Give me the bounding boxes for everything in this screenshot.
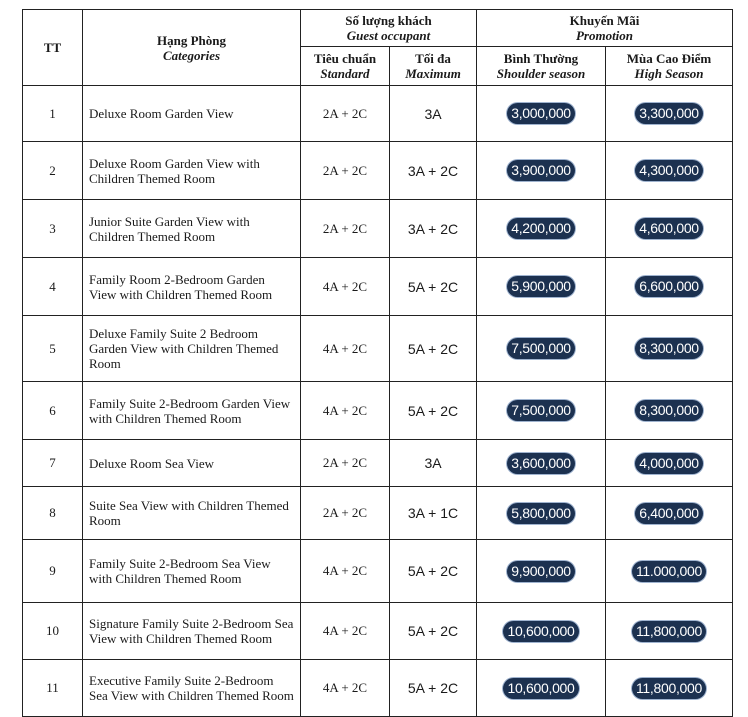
maximum-occupancy: 5A + 2C: [390, 382, 477, 440]
maximum-occupancy: 3A: [390, 440, 477, 487]
table-row: [23, 440, 733, 487]
table-row: [23, 258, 733, 316]
maximum-occupancy: 5A + 2C: [390, 258, 477, 316]
high-price: 8,300,000: [635, 400, 703, 421]
table-row: [23, 86, 733, 142]
header-high-vi: Mùa Cao Điểm: [626, 51, 712, 66]
standard-occupancy: 2A + 2C: [301, 200, 390, 258]
high-price-cell: [606, 440, 733, 487]
row-number: 10: [23, 603, 83, 660]
row-number: 8: [23, 487, 83, 540]
shoulder-price: 10,600,000: [503, 621, 578, 642]
room-category: Family Room 2-Bedroom Garden View with Children Themed Room: [83, 258, 301, 316]
header-max-en: Maximum: [405, 66, 461, 81]
standard-occupancy: 4A + 2C: [301, 660, 390, 717]
high-price: 11,800,000: [632, 678, 706, 699]
row-number: 4: [23, 258, 83, 316]
shoulder-price-cell: [477, 382, 606, 440]
row-number: 11: [23, 660, 83, 717]
high-price-cell: [606, 200, 733, 258]
shoulder-price-cell: [477, 86, 606, 142]
room-category: Deluxe Room Garden View with Children Themed Room: [83, 142, 301, 200]
high-price: 6,600,000: [635, 276, 703, 297]
shoulder-price: 7,500,000: [507, 400, 575, 421]
shoulder-price-cell: [477, 142, 606, 200]
shoulder-price: 5,900,000: [507, 276, 575, 297]
maximum-occupancy: 3A + 2C: [390, 142, 477, 200]
header-standard-en: Standard: [320, 66, 370, 81]
header-category-vi: Hạng Phòng: [157, 32, 226, 48]
maximum-occupancy: 5A + 2C: [390, 660, 477, 717]
maximum-occupancy: 5A + 2C: [390, 316, 477, 382]
header-promotion: [477, 10, 733, 47]
shoulder-price-cell: [477, 487, 606, 540]
table-row: [23, 540, 733, 603]
high-price-cell: [606, 487, 733, 540]
shoulder-price-cell: [477, 660, 606, 717]
price-table-container: [22, 9, 733, 717]
high-price-cell: [606, 660, 733, 717]
shoulder-price: 9,900,000: [507, 561, 575, 582]
room-category: Deluxe Room Garden View: [83, 86, 301, 142]
shoulder-price: 4,200,000: [507, 218, 575, 239]
high-price-cell: [606, 86, 733, 142]
header-high-en: High Season: [634, 66, 704, 81]
row-number: 3: [23, 200, 83, 258]
maximum-occupancy: 5A + 2C: [390, 603, 477, 660]
maximum-occupancy: 3A + 2C: [390, 200, 477, 258]
room-category: Executive Family Suite 2-Bedroom Sea View with Children Themed Room: [83, 660, 301, 717]
high-price: 11.000,000: [632, 561, 706, 582]
shoulder-price: 10,600,000: [503, 678, 578, 699]
shoulder-price-cell: [477, 258, 606, 316]
standard-occupancy: 4A + 2C: [301, 540, 390, 603]
room-category: Family Suite 2-Bedroom Garden View with Children Themed Room: [83, 382, 301, 440]
shoulder-price: 3,900,000: [507, 160, 575, 181]
room-category: Deluxe Room Sea View: [83, 440, 301, 487]
high-price: 11,800,000: [632, 621, 706, 642]
header-category-en: Categories: [162, 47, 221, 63]
high-price: 4,000,000: [635, 453, 703, 474]
header-guest-vi: Số lượng khách: [345, 13, 432, 28]
header-maximum: [390, 47, 477, 86]
standard-occupancy: 4A + 2C: [301, 258, 390, 316]
standard-occupancy: 2A + 2C: [301, 142, 390, 200]
high-price-cell: [606, 382, 733, 440]
header-tt: TT: [23, 10, 83, 86]
high-price: 8,300,000: [635, 338, 703, 359]
row-number: 5: [23, 316, 83, 382]
room-price-table: [22, 9, 733, 717]
high-price-cell: [606, 603, 733, 660]
header-shoulder-vi: Bình Thường: [503, 51, 579, 66]
standard-occupancy: 4A + 2C: [301, 603, 390, 660]
standard-occupancy: 2A + 2C: [301, 487, 390, 540]
shoulder-price: 3,000,000: [507, 103, 575, 124]
header-high: [606, 47, 733, 86]
shoulder-price-cell: [477, 200, 606, 258]
header-row-top: [23, 10, 733, 47]
shoulder-price-cell: [477, 316, 606, 382]
table-row: [23, 316, 733, 382]
room-category: Junior Suite Garden View with Children Themed Room: [83, 200, 301, 258]
table-row: [23, 382, 733, 440]
header-guest: [301, 10, 477, 47]
room-category: Signature Family Suite 2-Bedroom Sea View with Children Themed Room: [83, 603, 301, 660]
table-row: [23, 660, 733, 717]
standard-occupancy: 2A + 2C: [301, 86, 390, 142]
header-standard: [301, 47, 390, 86]
shoulder-price-cell: [477, 603, 606, 660]
high-price-cell: [606, 258, 733, 316]
high-price-cell: [606, 142, 733, 200]
standard-occupancy: 2A + 2C: [301, 440, 390, 487]
table-row: [23, 487, 733, 540]
shoulder-price: 5,800,000: [507, 503, 575, 524]
header-category: [83, 10, 301, 86]
high-price: 4,300,000: [635, 160, 703, 181]
shoulder-price: 3,600,000: [507, 453, 575, 474]
high-price-cell: [606, 316, 733, 382]
header-shoulder: [477, 47, 606, 86]
room-category: Deluxe Family Suite 2 Bedroom Garden View with Children Themed Room: [83, 316, 301, 382]
header-promo-en: Promotion: [575, 28, 634, 43]
table-row: [23, 142, 733, 200]
row-number: 2: [23, 142, 83, 200]
maximum-occupancy: 5A + 2C: [390, 540, 477, 603]
maximum-occupancy: 3A + 1C: [390, 487, 477, 540]
shoulder-price: 7,500,000: [507, 338, 575, 359]
table-row: [23, 603, 733, 660]
high-price: 4,600,000: [635, 218, 703, 239]
header-guest-en: Guest occupant: [346, 28, 431, 43]
room-category: Suite Sea View with Children Themed Room: [83, 487, 301, 540]
row-number: 7: [23, 440, 83, 487]
shoulder-price-cell: [477, 540, 606, 603]
row-number: 9: [23, 540, 83, 603]
high-price-cell: [606, 540, 733, 603]
room-category: Family Suite 2-Bedroom Sea View with Children Themed Room: [83, 540, 301, 603]
high-price: 3,300,000: [635, 103, 703, 124]
table-body: [23, 86, 733, 717]
standard-occupancy: 4A + 2C: [301, 316, 390, 382]
standard-occupancy: 4A + 2C: [301, 382, 390, 440]
header-promo-vi: Khuyến Mãi: [569, 13, 640, 28]
shoulder-price-cell: [477, 440, 606, 487]
maximum-occupancy: 3A: [390, 86, 477, 142]
row-number: 1: [23, 86, 83, 142]
table-row: [23, 200, 733, 258]
header-standard-vi: Tiêu chuẩn: [313, 51, 377, 66]
row-number: 6: [23, 382, 83, 440]
header-max-vi: Tối đa: [415, 51, 451, 66]
header-shoulder-en: Shoulder season: [496, 66, 586, 81]
high-price: 6,400,000: [635, 503, 703, 524]
